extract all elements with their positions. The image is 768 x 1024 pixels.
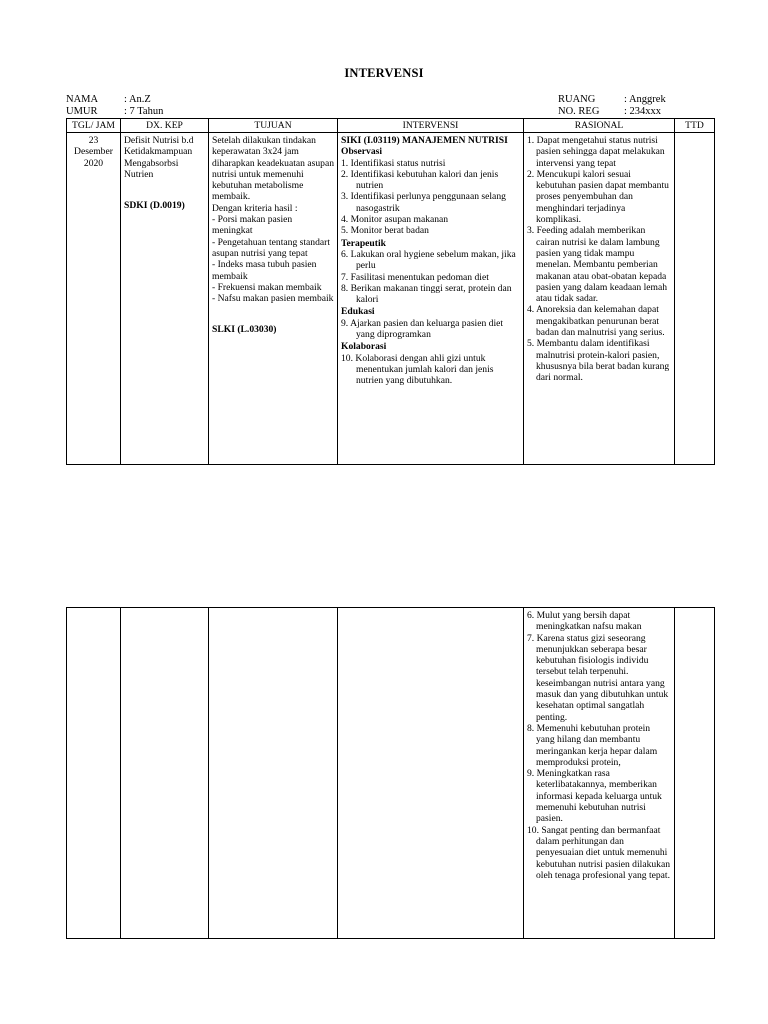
diagnosis-text: Defisit Nutrisi b.d Ketidakmampuan Mengabsorbsi Nutrien xyxy=(124,135,194,180)
cell-tujuan xyxy=(209,608,338,939)
intervention-table-1 xyxy=(66,118,715,465)
list-item: 9. Meningkatkan rasa keterlibatakannya, memberikan informasi kepada keluarga untuk memenuhi kebutuhan nutrisi pasien. xyxy=(527,768,662,825)
terapeutik-label: Terapeutik xyxy=(341,237,386,249)
sdki-code: SDKI (D.0019) xyxy=(124,200,185,212)
list-item: 9. Ajarkan pasien dan keluarga pasien diet yang diprogramkan xyxy=(341,317,504,341)
list-item: 1. Identifikasi status nutrisi xyxy=(341,157,446,169)
cell-ttd xyxy=(675,133,715,465)
patient-info-right xyxy=(558,94,666,118)
list-item: 2. Identifikasi kebutuhan kalori dan jenis nutrien xyxy=(341,168,499,192)
list-item: 3. Identifikasi perlunya penggunaan selang nasogastrik xyxy=(341,191,506,214)
list-item: 4. Monitor asupan makanan xyxy=(341,214,449,226)
cell-intervensi xyxy=(338,608,524,939)
cell-tgl xyxy=(67,133,121,465)
header-rasional: RASIONAL xyxy=(524,119,675,133)
list-item: 7. Fasilitasi menentukan pedoman diet xyxy=(341,271,489,283)
list-item: 4. Anoreksia dan kelemahan dapat mengakibatkan penurunan berat badan dan malnutrisi yang serius. xyxy=(527,304,665,339)
table-header-row xyxy=(67,119,715,133)
edukasi-list xyxy=(341,318,520,341)
kolaborasi-list xyxy=(341,353,520,387)
list-item: 10. Sangat penting dan bermanfaat dalam perhitungan dan penyesuaian diet untuk memenuhi kebutuhan nutrisi pasien dilakukan oleh tenaga profesional yang tepat. xyxy=(527,824,671,881)
cell-ttd xyxy=(675,608,715,939)
umur-label: UMUR xyxy=(66,106,98,117)
slki-code: SLKI (L.03030) xyxy=(212,324,277,336)
patient-info-left xyxy=(66,94,163,118)
list-item: - Porsi makan pasien meningkat xyxy=(212,214,293,237)
ruang-value: : Anggrek xyxy=(624,94,666,105)
table-row xyxy=(67,133,715,465)
cell-tujuan xyxy=(209,133,338,465)
list-item: 10. Kolaborasi dengan ahli gizi untuk menentukan jumlah kalori dan jenis nutrien yang dibutuhkan. xyxy=(341,352,494,387)
umur-value: : 7 Tahun xyxy=(124,106,164,117)
observasi-label: Observasi xyxy=(341,146,383,158)
siki-heading: SIKI (I.03119) MANAJEMEN NUTRISI xyxy=(341,135,508,146)
list-item: - Nafsu makan pasien membaik xyxy=(212,293,334,305)
page-title: INTERVENSI xyxy=(344,66,424,80)
nama-value: : An.Z xyxy=(124,94,151,105)
noreg-label: NO. REG xyxy=(558,106,600,117)
header-tgl-jam: TGL/ JAM xyxy=(67,119,121,133)
cell-tgl xyxy=(67,608,121,939)
cell-rasional xyxy=(524,133,675,465)
rasional-list xyxy=(527,135,671,384)
cell-dx xyxy=(121,133,209,465)
noreg-value: : 234xxx xyxy=(624,106,662,117)
list-item: 1. Dapat mengetahui status nutrisi pasien sehingga dapat melakukan intervensi yang tepat xyxy=(527,135,665,169)
list-item: - Pengetahuan tentang standart asupan nutrisi yang tepat xyxy=(212,236,331,259)
intervention-table-2 xyxy=(66,607,715,939)
kriteria-intro: Dengan kriteria hasil : xyxy=(212,202,298,214)
tujuan-intro: Setelah dilakukan tindakan keperawatan 3x24 jam diharapkan keadekuatan asupan nutrisi untuk memenuhi kebutuhan metabolisme membaik. xyxy=(212,135,334,203)
kriteria-list xyxy=(212,214,334,304)
list-item: 3. Feeding adalah memberikan cairan nutrisi ke dalam lambung pasien yang tidak mampu menelan. Membantu pemberian makanan atau obat-obatan kepada pasien yang dalam keadaan lemah atau tidak sadar. xyxy=(527,225,668,305)
list-item: - Frekuensi makan membaik xyxy=(212,281,322,293)
list-item: 7. Karena status gizi seseorang menunjukkan seberapa besar kebutuhan fisiologis individu tersebut telah terpenuhi. keseimbangan nutrisi antara yang masuk dan yang dibutuhkan untuk kesehatan optimal sangatlah penting. xyxy=(527,632,669,723)
nama-label: NAMA xyxy=(66,94,99,105)
list-item: 6. Mulut yang bersih dapat meningkatkan nafsu makan xyxy=(527,610,642,633)
list-item: - Indeks masa tubuh pasien membaik xyxy=(212,259,317,282)
cell-rasional xyxy=(524,608,675,939)
terapeutik-list xyxy=(341,249,520,305)
edukasi-label: Edukasi xyxy=(341,306,375,318)
ruang-label: RUANG xyxy=(558,94,596,105)
list-item: 6. Lakukan oral hygiene sebelum makan, jika perlu xyxy=(341,248,516,272)
header-intervensi: INTERVENSI xyxy=(338,119,524,133)
observasi-list xyxy=(341,158,520,237)
list-item: 2. Mencukupi kalori sesuai kebutuhan pasien dapat membantu proses penyembuhan dan menghindari terjadinya komplikasi. xyxy=(527,168,669,226)
list-item: 5. Membantu dalam identifikasi malnutrisi protein-kalori pasien, khususnya bila berat badan kurang dari normal. xyxy=(527,338,670,384)
list-item: 8. Memenuhi kebutuhan protein yang hilang dan membantu meringankan kerja hepar dalam memproduksi protein, xyxy=(527,722,658,768)
cell-intervensi xyxy=(338,133,524,465)
rasional-list xyxy=(527,610,671,881)
cell-dx xyxy=(121,608,209,939)
table-row xyxy=(67,608,715,939)
list-item: 8. Berikan makanan tinggi serat, protein dan kalori xyxy=(341,282,512,306)
date-text: 23 Desember 2020 xyxy=(74,135,113,169)
header-dx-kep: DX. KEP xyxy=(121,119,209,133)
header-ttd: TTD xyxy=(675,119,715,133)
header-tujuan: TUJUAN xyxy=(209,119,338,133)
kolaborasi-label: Kolaborasi xyxy=(341,341,387,353)
list-item: 5. Monitor berat badan xyxy=(341,225,429,237)
